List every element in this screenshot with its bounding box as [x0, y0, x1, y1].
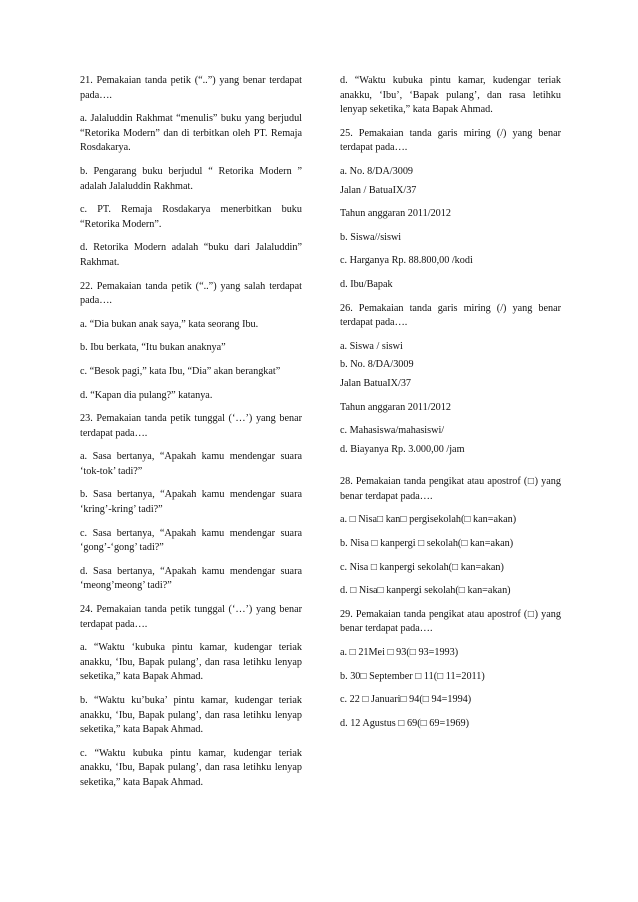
option-29-d: d. 12 Agustus □ 69(□ 69=1969)	[340, 717, 469, 729]
option-29-c: c. 22 □ Januari□ 94(□ 94=1994)	[340, 694, 472, 706]
option-25-a-line-1: a. No. 8/DA/3009	[340, 165, 414, 177]
question-22: 22. Pemakaian tanda petik (“..”) yang salah terdapat pada….	[80, 280, 302, 307]
option-26-a: a. Siswa / siswi	[340, 340, 403, 352]
option-22-a: a. “Dia bukan anak saya,” kata seorang Ibu.	[80, 318, 259, 330]
option-22-d: d. “Kapan dia pulang?” katanya.	[80, 389, 213, 401]
option-26-b-line-3: Tahun anggaran 2011/2012	[340, 401, 451, 413]
right-column	[340, 74, 561, 740]
option-21-c: c. PT. Remaja Rosdakarya menerbitkan buku “Retorika Modern”.	[80, 204, 302, 230]
option-28-a: a. □ Nisa□ kan□ pergisekolah(□ kan=akan)	[340, 514, 517, 526]
option-23-a: a. Sasa bertanya, “Apakah kamu mendengar suara ‘tok-tok’ tadi?”	[80, 451, 302, 477]
question-24: 24. Pemakaian tanda petik tunggal (‘…’) yang benar terdapat pada….	[80, 604, 302, 630]
option-24-a: a. “Waktu ‘kubuka pintu kamar, kudengar teriak anakku, ‘Ibu, Bapak pulang’, dan rasa letihku lenyap seketika,” kata Bapak Ahmad.	[80, 642, 302, 683]
option-26-b-line-2: Jalan BatuaIX/37	[340, 377, 412, 389]
option-28-c: c. Nisa □ kanpergi sekolah(□ kan=akan)	[340, 561, 504, 573]
left-column	[80, 74, 302, 800]
option-26-c: c. Mahasiswa/mahasiswi/	[340, 425, 445, 437]
option-29-b: b. 30□ September □ 11(□ 11=2011)	[340, 670, 485, 682]
question-29: 29. Pemakaian tanda pengikat atau apostrof (□) yang benar terdapat pada….	[340, 608, 561, 635]
option-22-b: b. Ibu berkata, “Itu bukan anaknya”	[80, 342, 226, 354]
question-25: 25. Pemakaian tanda garis miring (/) yang benar terdapat pada….	[340, 127, 561, 154]
option-26-b-line-1: b. No. 8/DA/3009	[340, 359, 414, 371]
option-25-b: b. Siswa//siswi	[340, 231, 402, 243]
question-26: 26. Pemakaian tanda garis miring (/) yang benar terdapat pada….	[340, 302, 561, 329]
option-25-a-line-2: Jalan / BatuaIX/37	[340, 184, 417, 196]
option-21-d: d. Retorika Modern adalah “buku dari Jalaluddin” Rakhmat.	[80, 242, 302, 268]
option-24-d: d. “Waktu kubuka pintu kamar, kudengar teriak anakku, ‘Ibu’, ‘Bapak pulang’, dan rasa letihku lenyap seketika,” kata Bapak Ahmad.	[340, 75, 561, 116]
option-23-b: b. Sasa bertanya, “Apakah kamu mendengar suara ‘kring’-kring’ tadi?”	[80, 489, 302, 516]
option-21-a: a. Jalaluddin Rakhmat “menulis” buku yang berjudul “Retorika Modern” dan di terbitkan oleh PT. Remaja Rosdakarya.	[80, 113, 302, 154]
option-29-a: a. □ 21Mei □ 93(□ 93=1993)	[340, 647, 459, 659]
option-25-c: c. Harganya Rp. 88.800,00 /kodi	[340, 255, 473, 267]
option-24-c: c. “Waktu kubuka pintu kamar, kudengar teriak anakku, ‘Ibu, Bapak pulang’, dan rasa letihku lenyap seketika,” kata Bapak Ahmad.	[80, 747, 302, 788]
option-25-d: d. Ibu/Bapak	[340, 278, 393, 290]
option-28-d: d. □ Nisa□ kanpergi sekolah(□ kan=akan)	[340, 585, 511, 597]
option-24-b: b. “Waktu ku’buka’ pintu kamar, kudengar teriak anakku, ‘Ibu, Bapak pulang’, dan rasa letihku lenyap seketika,” kata Bapak Ahmad.	[80, 695, 302, 736]
option-25-a-line-3: Tahun anggaran 2011/2012	[340, 208, 451, 220]
question-28: 28. Pemakaian tanda pengikat atau apostrof (□) yang benar terdapat pada….	[340, 476, 561, 502]
option-26-d: d. Biayanya Rp. 3.000,00 /jam	[340, 443, 465, 455]
option-23-d: d. Sasa bertanya, “Apakah kamu mendengar suara ‘meong’meong’ tadi?”	[80, 565, 302, 592]
option-21-b: b. Pengarang buku berjudul “ Retorika Modern ” adalah Jalaluddin Rakhmat.	[80, 165, 302, 192]
option-28-b: b. Nisa □ kanpergi □ sekolah(□ kan=akan)	[340, 538, 514, 550]
option-22-c: c. “Besok pagi,” kata Ibu, “Dia” akan berangkat”	[80, 365, 281, 377]
question-21: 21. Pemakaian tanda petik (“..”) yang benar terdapat pada….	[80, 75, 302, 101]
option-23-c: c. Sasa bertanya, “Apakah kamu mendengar suara ‘gong’-‘gong’ tadi?”	[80, 527, 302, 554]
question-23: 23. Pemakaian tanda petik tunggal (‘…’) yang benar terdapat pada….	[80, 413, 302, 439]
